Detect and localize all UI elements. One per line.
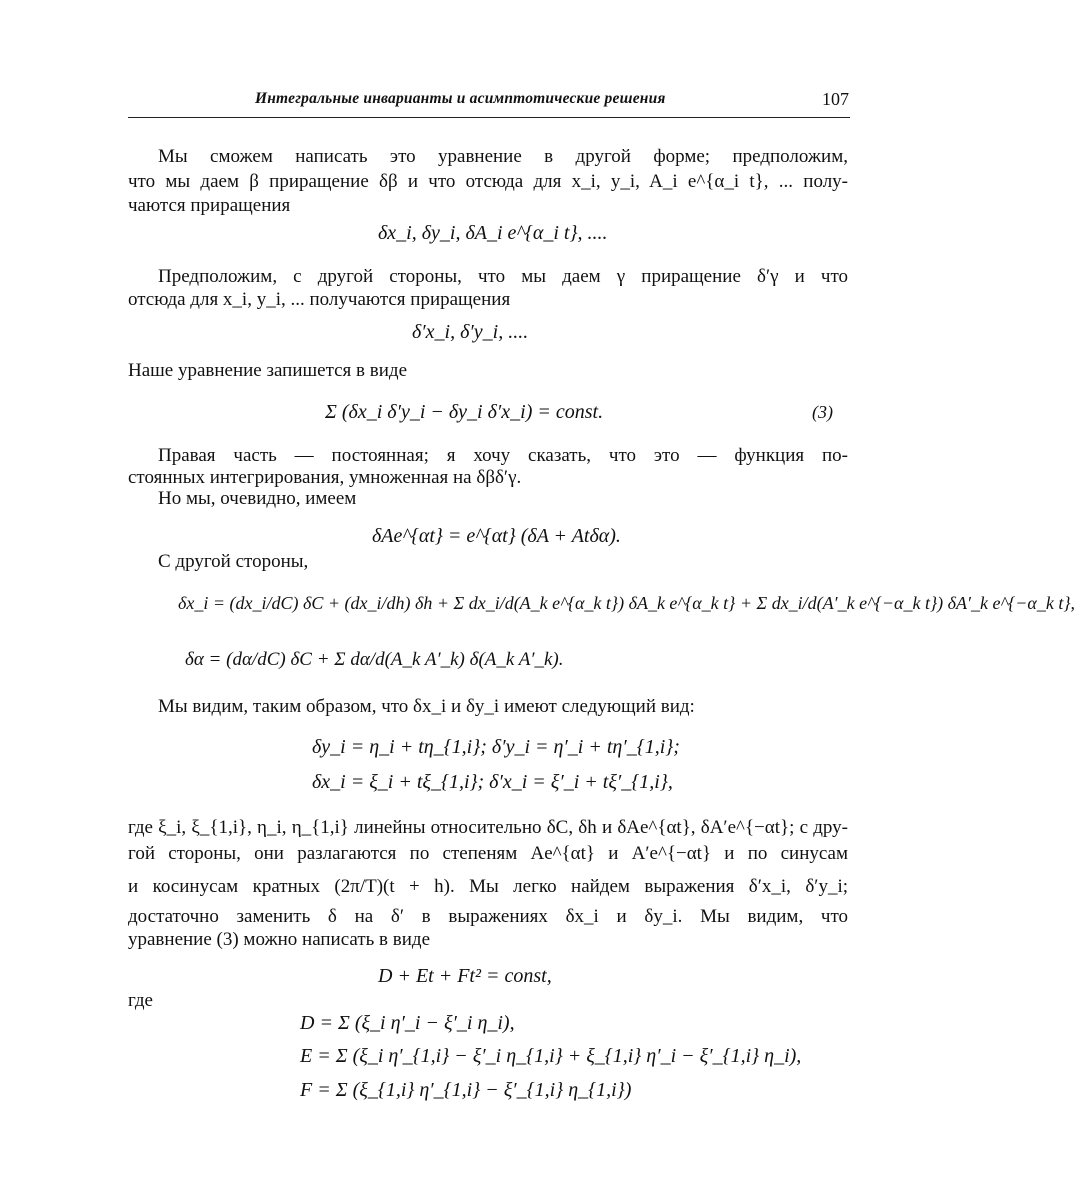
formula-delta-alpha: δα = (dα/dC) δC + Σ dα/d(A_k A′_k) δ(A_k A′_k). [185,649,564,670]
text-line: гой стороны, они разлагаются по степеням Ae^{αt} и A′e^{−αt} и по синусам [128,843,848,864]
text-line: Наше уравнение запишется в виде [128,360,407,381]
formula-delta-Ae: δAe^{αt} = e^{αt} (δA + Atδα). [372,525,621,547]
page-number: 107 [822,89,849,109]
text-line: Предположим, с другой стороны, что мы даем γ приращение δ′γ и что [158,266,848,287]
formula-E: E = Σ (ξ_i η′_{1,i} − ξ′_i η_{1,i} + ξ_{1,i} η′_i − ξ′_{1,i} η_i), [300,1045,802,1067]
formula-prime-increments: δ′x_i, δ′y_i, .... [412,321,529,343]
text-line: где ξ_i, ξ_{1,i}, η_i, η_{1,i} линейны относительно δC, δh и δAe^{αt}, δA′e^{−αt}; с дру- [128,817,848,838]
text-line: С другой стороны, [158,551,309,572]
equation-3: Σ (δx_i δ′y_i − δy_i δ′x_i) = const. [325,401,604,423]
text-line: и косинусам кратных (2π/T)(t + h). Мы легко найдем выражения δ′x_i, δ′y_i; [128,876,848,897]
formula-D-E-F: D + Et + Ft² = const, [378,965,552,987]
text-line: стоянных интегрирования, умноженная на δβδ′γ. [128,467,522,488]
formula-D: D = Σ (ξ_i η′_i − ξ′_i η_i), [300,1012,515,1034]
text-line: Мы видим, таким образом, что δx_i и δy_i имеют следующий вид: [158,696,695,717]
text-line: чаются приращения [128,195,291,216]
text-line: что мы даем β приращение δβ и что отсюда для x_i, y_i, A_i e^{α_i t}, ... полу- [128,171,848,192]
text-line: достаточно заменить δ на δ′ в выражениях δx_i и δy_i. Мы видим, что [128,906,848,927]
formula-F: F = Σ (ξ_{1,i} η′_{1,i} − ξ′_{1,i} η_{1,i}) [300,1079,632,1101]
equation-number: (3) [812,402,833,422]
formula-increments: δx_i, δy_i, δA_i e^{α_i t}, .... [378,222,608,244]
text-line: уравнение (3) можно написать в виде [128,929,430,950]
text-line: где [128,990,153,1011]
text-line: Мы сможем написать это уравнение в другой форме; предположим, [158,146,848,167]
text-line: Но мы, очевидно, имеем [158,488,357,509]
formula-delta-y: δy_i = η_i + tη_{1,i}; δ′y_i = η′_i + tη′_{1,i}; [312,736,680,758]
header-rule [128,117,850,118]
formula-delta-x: δx_i = (dx_i/dC) δC + (dx_i/dh) δh + Σ dx_i/d(A_k e^{α_k t}) δA_k e^{α_k t} + Σ dx_i/d(A′_k e^{−α_k t}) δA′_k e^{−α_k t}, [178,593,1075,613]
text-line: отсюда для x_i, y_i, ... получаются приращения [128,289,511,310]
text-line: Правая часть — постоянная; я хочу сказать, что это — функция по- [158,445,848,466]
formula-delta-x-xi: δx_i = ξ_i + tξ_{1,i}; δ′x_i = ξ′_i + tξ′_{1,i}, [312,771,673,793]
running-header-title: Интегральные инварианты и асимптотические решения [255,90,666,107]
